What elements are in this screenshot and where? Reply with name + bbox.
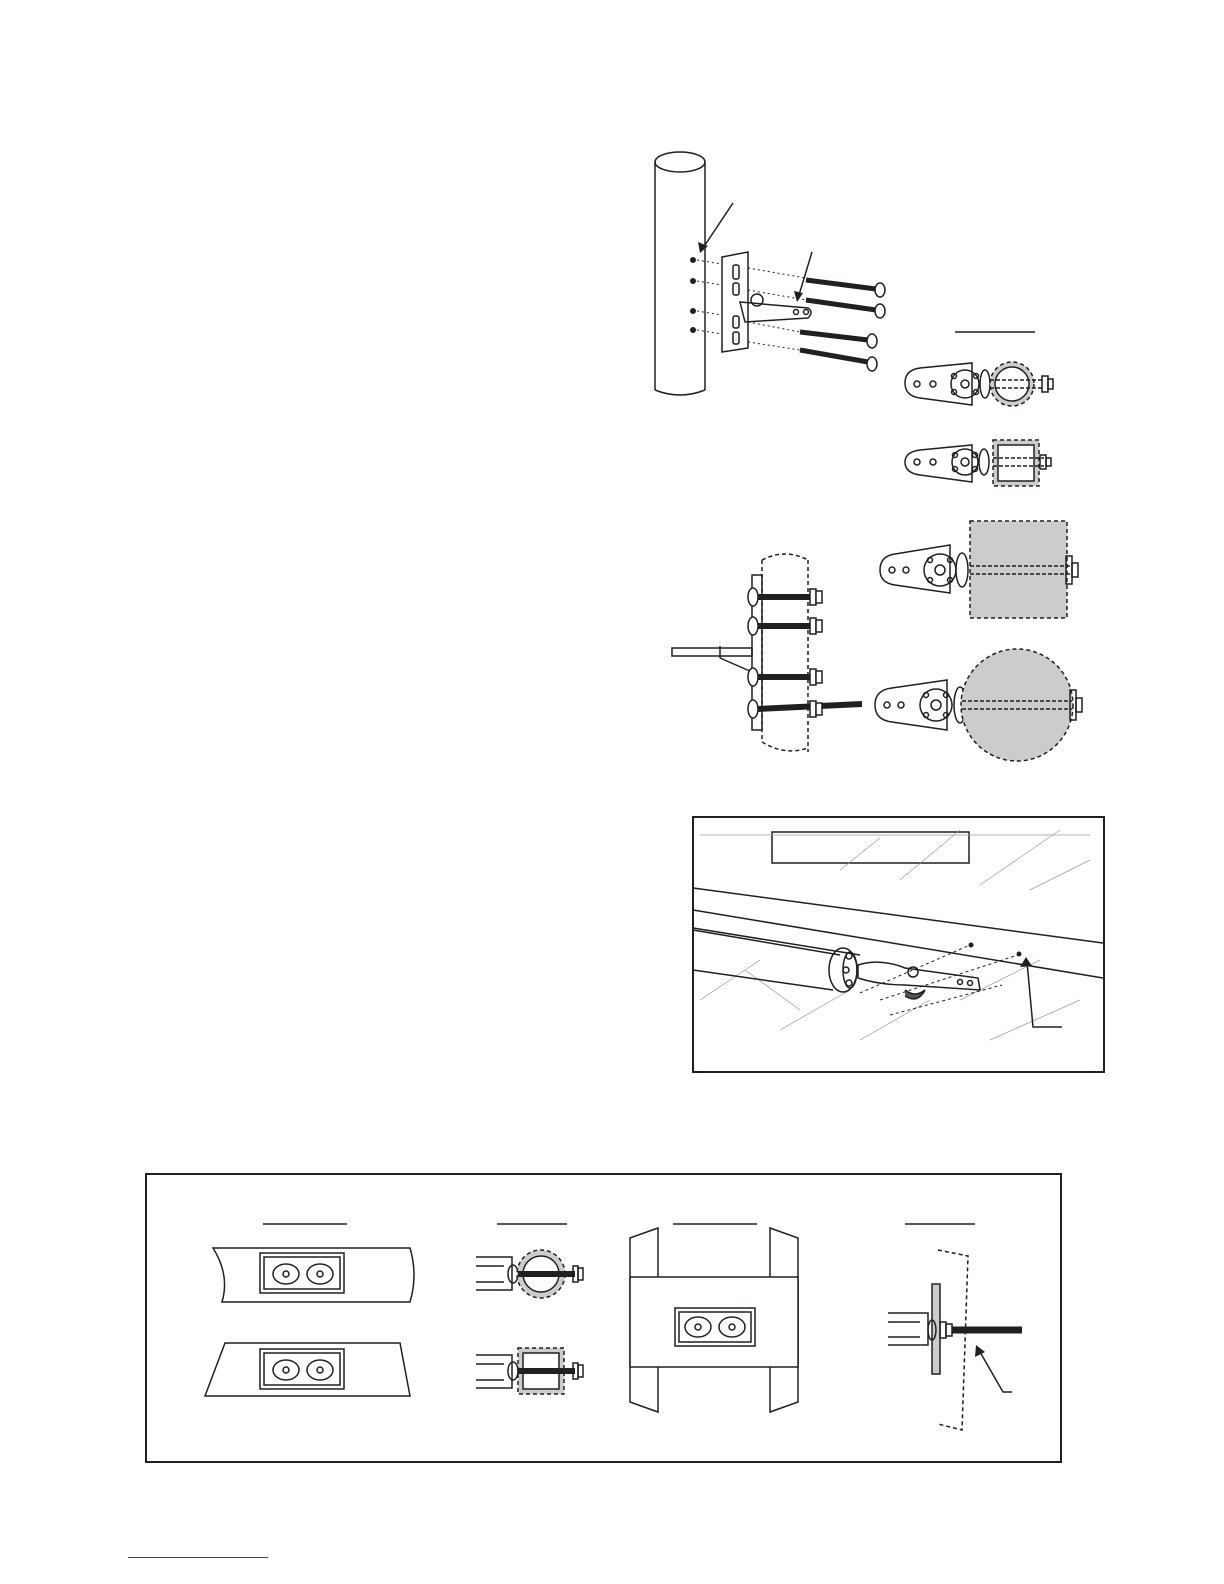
bracket-views-icon: [905, 332, 1053, 486]
eave-mount-frame: [692, 816, 1105, 1073]
post-side-view-icon: [672, 554, 862, 752]
pole-mount-exploded-icon: [655, 152, 885, 395]
mounting-options-frame: [145, 1173, 1062, 1463]
bracket-views-icon: [875, 521, 1082, 761]
footer-link-underline[interactable]: [128, 1557, 268, 1558]
